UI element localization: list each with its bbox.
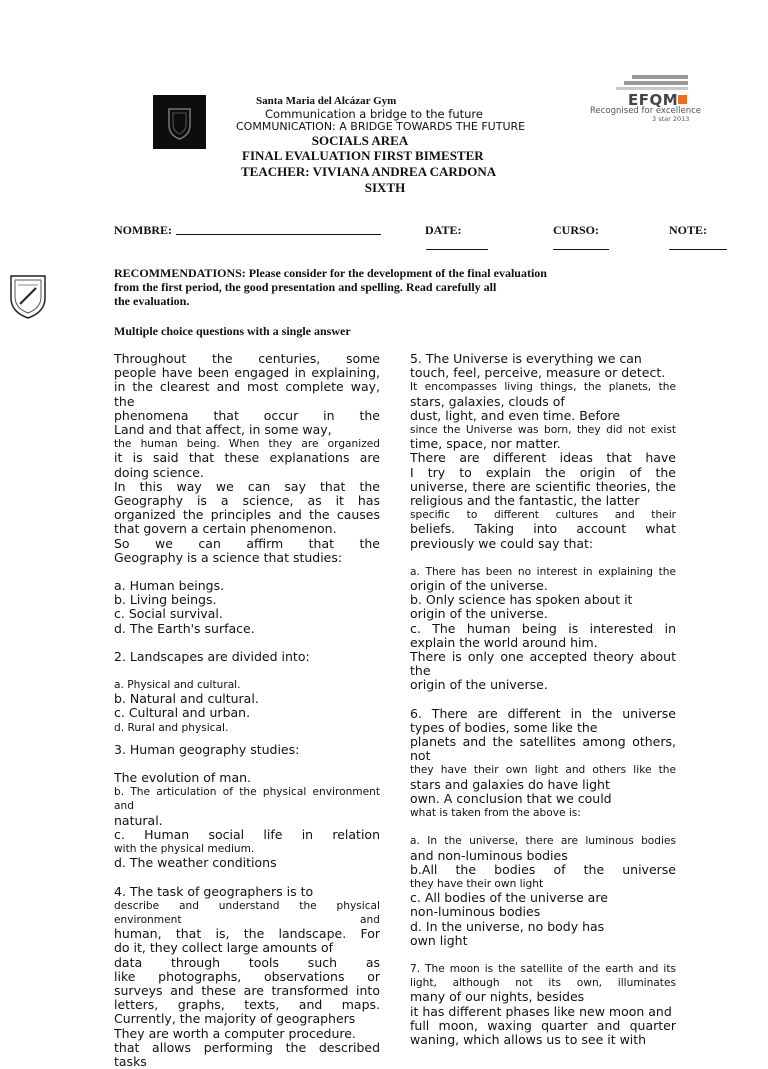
question-text-line: data through tools such as (114, 954, 380, 970)
question-text-line: d. The weather conditions (114, 855, 277, 871)
question-text-line: with the physical medium. (114, 843, 255, 856)
question-text-line: non-luminous bodies (410, 904, 541, 920)
recommendations-line-2: from the first period, the good presentation and spelling. Read carefully all (114, 280, 497, 294)
left-column-questions (114, 352, 380, 1069)
question-text-line: the human being. When they are organized (114, 438, 380, 451)
question-text-line: c. The human being is interested in (410, 620, 676, 636)
question-text-line: natural. (114, 812, 163, 828)
question-text-line: and non-luminous bodies (410, 847, 568, 863)
evaluation-title: FINAL EVALUATION FIRST BIMESTER (242, 148, 484, 163)
question-text-line: describe and understand the physical environment and (114, 899, 380, 926)
question-text-line: people have been engaged in explaining, (114, 365, 380, 381)
question-text-line: they have their own light and others like the (410, 764, 676, 777)
efqm-orange-square (678, 95, 687, 104)
question-text-line: explain the world around him. (410, 634, 598, 650)
question-text-line: 3. Human geography studies: (114, 741, 300, 757)
question-text-line: d. In the universe, no body has (410, 918, 605, 934)
date-label: DATE: (425, 223, 462, 237)
question-text-line: organized the principles and the causes (114, 507, 380, 523)
question-text-line: Geography is a science, as it has (114, 493, 380, 509)
question-text-line: b.All the bodies of the universe (410, 861, 676, 877)
question-text-line: It encompasses living things, the planets, the (410, 381, 676, 394)
question-text-line: 5. The Universe is everything we can (410, 351, 642, 366)
school-seal-logo (153, 95, 206, 149)
question-text-line: phenomena that occur in the (114, 407, 380, 423)
question-text-line: beliefs. Taking into account what (410, 521, 676, 537)
question-text-line: do it, they collect large amounts of (114, 940, 334, 956)
recommendations-line-1: RECOMMENDATIONS: Please consider for the development of the final evaluation (114, 266, 547, 280)
question-text-line: origin of the universe. (410, 578, 548, 594)
spacer (114, 636, 380, 650)
name-field[interactable] (176, 234, 381, 235)
question-text-line: that allows performing the described tasks (114, 1039, 380, 1069)
spacer (410, 693, 676, 707)
question-text-line: in the clearest and most complete way, the (114, 379, 380, 409)
question-text-line: Geography is a science that studies: (114, 549, 343, 565)
question-text-line: it has different phases like new moon and (410, 1003, 672, 1019)
question-text-line: Throughout the centuries, some (114, 351, 380, 366)
question-text-line: c. Cultural and urban. (114, 705, 251, 721)
question-text-line: like photographs, observations or (114, 968, 380, 984)
question-text-line: specific to different cultures and their (410, 509, 676, 522)
question-text-line: time, space, nor matter. (410, 436, 561, 452)
question-text-line: many of our nights, besides (410, 989, 585, 1005)
question-text-line: There are different ideas that have (410, 450, 676, 466)
question-text-line: surveys and these are transformed into (114, 982, 380, 998)
school-shield-logo (8, 272, 48, 320)
teacher-name: TEACHER: VIVIANA ANDREA CARDONA (241, 164, 497, 179)
question-text-line: types of bodies, some like the (410, 719, 598, 735)
spacer (114, 757, 380, 771)
question-text-line: 4. The task of geographers is to (114, 883, 314, 899)
question-text-line: origin of the universe. (410, 606, 548, 622)
question-text-line: stars and galaxies do have light (410, 776, 610, 792)
question-text-line: In this way we can say that the (114, 478, 380, 494)
question-text-line: letters, graphs, texts, and maps. (114, 997, 380, 1013)
question-text-line: previously we could say that: (410, 535, 594, 551)
question-text-line: human, that is, the landscape. For (114, 926, 380, 942)
question-text-line: religious and the fantastic, the latter (410, 493, 640, 509)
right-column-questions (410, 352, 676, 1047)
question-text-line: So we can affirm that the (114, 535, 380, 551)
question-text-line: 2. Landscapes are divided into: (114, 648, 310, 664)
question-text-line: 7. The moon is the satellite of the earth and its (410, 962, 676, 975)
spacer (410, 948, 676, 962)
question-text-line: it is said that these explanations are (114, 450, 380, 466)
question-text-line: touch, feel, perceive, measure or detect. (410, 365, 666, 381)
question-text-line: c. Human social life in relation (114, 826, 380, 842)
question-text-line: d. The Earth's surface. (114, 620, 255, 636)
question-text-line: Land and that affect, in some way, (114, 422, 332, 438)
question-text-line: origin of the universe. (410, 677, 548, 693)
question-text-line: stars, galaxies, clouds of (410, 393, 565, 409)
date-field[interactable] (426, 249, 488, 250)
question-text-line: dust, light, and even time. Before (410, 407, 621, 423)
school-motto: Communication a bridge to the future (265, 107, 483, 121)
question-text-line: b. Natural and cultural. (114, 691, 259, 707)
efqm-logo (590, 75, 702, 123)
recommendations-line-3: the evaluation. (114, 294, 190, 308)
question-text-line: since the Universe was born, they did not exist (410, 424, 676, 437)
spacer (114, 871, 380, 885)
question-text-line: light, although not its own, illuminates (410, 977, 676, 990)
question-text-line: doing science. (114, 464, 204, 480)
school-motto-upper: COMMUNICATION: A BRIDGE TOWARDS THE FUTURE (236, 120, 526, 133)
grade-title: SIXTH (364, 180, 406, 195)
question-text-line: full moon, waxing quarter and quarter (410, 1017, 676, 1033)
question-text-line: There is only one accepted theory about the (410, 649, 676, 679)
question-text-line: they have their own light (410, 877, 544, 890)
name-label: NOMBRE: (114, 223, 172, 237)
spacer (410, 820, 676, 834)
question-text-line: The evolution of man. (114, 770, 252, 786)
question-text-line: own. A conclusion that we could (410, 790, 612, 806)
question-text-line: waning, which allows us to see it with (410, 1031, 647, 1047)
question-text-line: that govern a certain phenomenon. (114, 521, 337, 537)
question-text-line: Currently, the majority of geographers (114, 1011, 356, 1027)
question-text-line: a. Physical and cultural. (114, 679, 241, 692)
question-text-line: what is taken from the above is: (410, 807, 581, 820)
note-field[interactable] (669, 249, 727, 250)
question-text-line: universe, there are scientific theories, the (410, 478, 676, 494)
course-field[interactable] (553, 249, 609, 250)
question-text-line: a. Human beings. (114, 578, 225, 594)
spacer (410, 551, 676, 565)
area-title: SOCIALS AREA (311, 133, 409, 148)
question-text-line: b. Living beings. (114, 592, 217, 608)
question-text-line: a. There has been no interest in explaining the (410, 565, 676, 578)
question-text-line: c. All bodies of the universe are (410, 890, 608, 906)
course-label: CURSO: (553, 223, 600, 237)
question-text-line: a. In the universe, there are luminous bodies (410, 835, 676, 848)
spacer (114, 565, 380, 579)
question-text-line: 6. There are different in the universe (410, 705, 676, 721)
question-text-line: They are worth a computer procedure. (114, 1025, 356, 1041)
question-text-line: c. Social survival. (114, 606, 223, 622)
efqm-tagline: Recognised for excellence (590, 106, 702, 116)
school-name: Santa Maria del Alcázar Gym (256, 95, 397, 107)
spacer (114, 664, 380, 678)
question-text-line: b. The articulation of the physical environment and (114, 786, 380, 813)
efqm-stars: 3 star 2013 (652, 115, 690, 123)
question-text-line: b. Only science has spoken about it (410, 592, 633, 608)
note-label: NOTE: (669, 223, 708, 237)
question-text-line: I try to explain the origin of the (410, 464, 676, 480)
instructions: Multiple choice questions with a single answer (114, 324, 351, 338)
question-text-line: planets and the satellites among others, not (410, 734, 676, 764)
question-text-line: own light (410, 932, 468, 948)
efqm-brand: EFQM (628, 91, 679, 109)
question-text-line: d. Rural and physical. (114, 721, 229, 734)
